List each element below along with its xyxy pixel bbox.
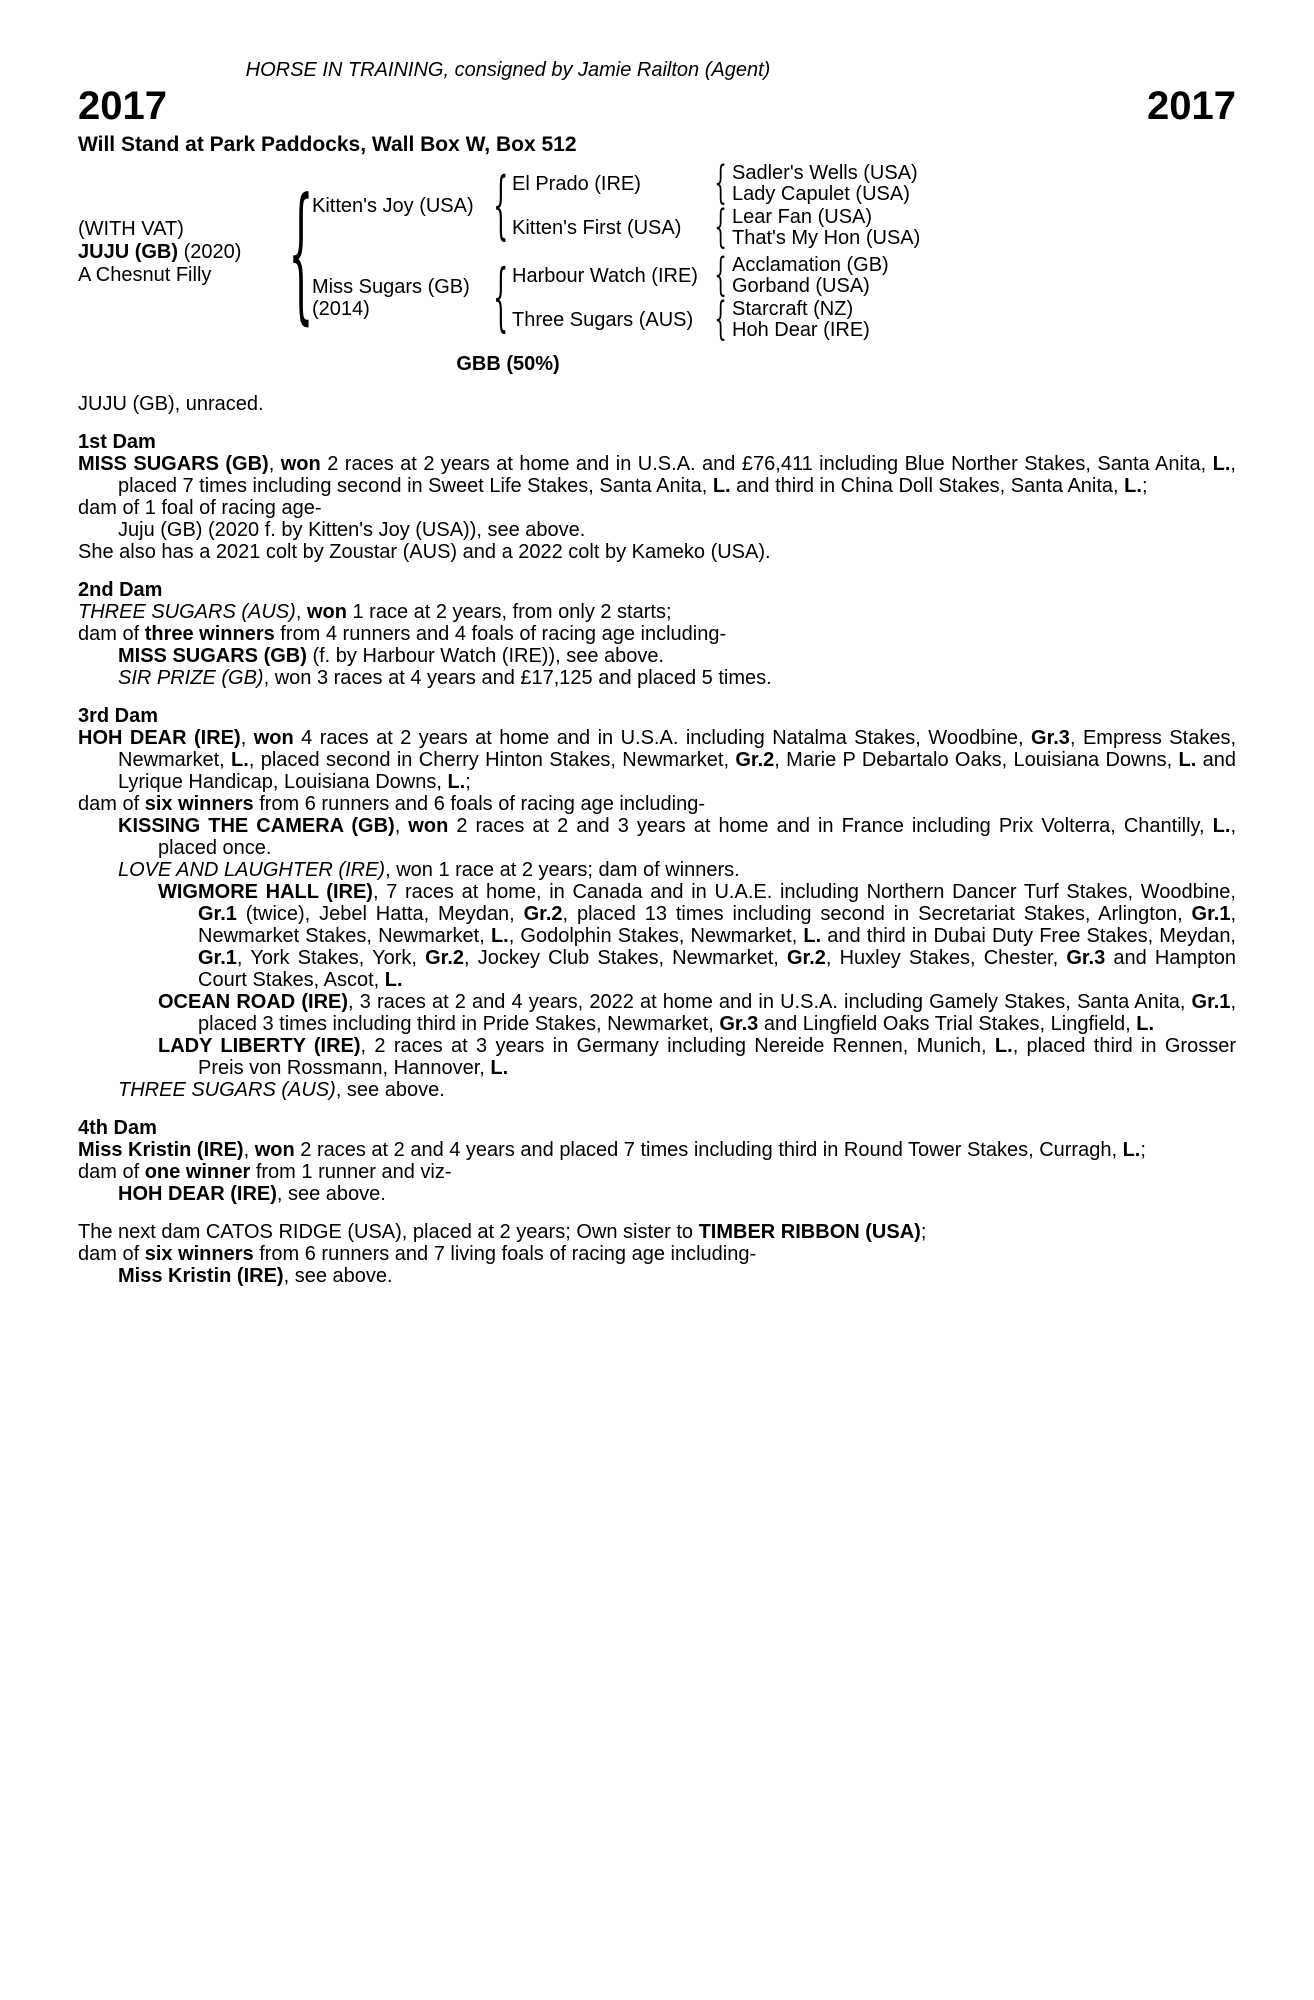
- text-run: , York Stakes, York,: [236, 947, 426, 969]
- text-run: , Empress Stakes, Newmarket,: [118, 727, 1237, 771]
- text-run: Miss Kristin (IRE): [78, 1139, 244, 1161]
- text-run: six winners: [144, 793, 254, 815]
- brace-icon: {: [288, 165, 314, 339]
- text-run: dam of: [78, 1243, 145, 1265]
- subject-name: JUJU (GB): [78, 240, 179, 263]
- dam3-produce-intro: [78, 793, 1236, 815]
- sire-parents-column: [512, 157, 921, 254]
- dam2-detail: [78, 601, 1236, 623]
- pedigree-gen1-column: [312, 157, 921, 346]
- brace-icon: {: [714, 249, 728, 302]
- subject-description: A Chesnut Filly: [78, 263, 212, 286]
- dam-heading: 4th Dam: [78, 1117, 157, 1139]
- text-run: from 4 runners and 4 foals of racing age including-: [274, 623, 727, 645]
- text-run: L.: [712, 475, 731, 497]
- text-run: , placed 13 times including second in Secretariat Stakes, Arlington,: [562, 903, 1192, 925]
- text-run: one winner: [144, 1161, 251, 1183]
- pedigree-gen3-pair: [732, 163, 918, 205]
- text-run: MISS SUGARS (GB): [118, 645, 307, 667]
- text-run: L.: [447, 771, 466, 793]
- text-run: JUJU (GB), unraced.: [78, 393, 264, 415]
- text-run: , see above.: [335, 1079, 445, 1101]
- stand-location-line: Will Stand at Park Paddocks, Wall Box W, Box 512: [78, 133, 577, 156]
- text-run: (twice), Jebel Hatta, Meydan,: [236, 903, 524, 925]
- pedigree-gen3-pair: [732, 299, 870, 341]
- text-run: from 1 runner and viz-: [250, 1161, 452, 1183]
- text-run: L.: [803, 925, 822, 947]
- text-run: Miss Kristin (IRE): [118, 1265, 284, 1287]
- text-run: six winners: [144, 1243, 254, 1265]
- text-run: HOH DEAR (IRE): [78, 727, 241, 749]
- dam1-produce-intro: [78, 497, 1236, 519]
- pedigree-row: [512, 293, 889, 346]
- text-run: and third in Dubai Duty Free Stakes, Meydan,: [821, 925, 1236, 947]
- brace-icon: {: [714, 293, 728, 346]
- dam-name: Miss Sugars (GB): [312, 276, 470, 298]
- text-run: She also has a 2021 colt by Zoustar (AUS) and a 2022 colt by Kameko (USA).: [78, 541, 771, 563]
- text-run: won: [254, 1139, 295, 1161]
- brace-icon: {: [493, 163, 509, 249]
- text-run: , won 1 race at 2 years; dam of winners.: [385, 859, 740, 881]
- text-run: , see above.: [283, 1265, 393, 1287]
- text-run: L.: [1124, 475, 1142, 497]
- pedigree-gen3-pair: [732, 207, 920, 249]
- sire-name: Kitten's Joy (USA): [312, 195, 474, 217]
- text-run: , placed 7 times including second in Sweet Life Stakes, Santa Anita,: [118, 453, 1236, 497]
- dam1-note: [78, 541, 1236, 563]
- text-run: Gr.1: [1191, 903, 1231, 925]
- text-run: Gr.1: [1191, 991, 1231, 1013]
- brace-icon: [710, 201, 732, 254]
- text-run: Gr.2: [735, 749, 775, 771]
- text-run: , see above.: [276, 1183, 386, 1205]
- text-run: , 2 races at 3 years in Germany including Nereide Rennen, Munich,: [360, 1035, 995, 1057]
- race-record: [78, 393, 1236, 415]
- text-run: HOH DEAR (IRE): [118, 1183, 277, 1205]
- text-run: , Godolphin Stakes, Newmarket,: [508, 925, 804, 947]
- second-dam-name: Three Sugars (AUS): [512, 308, 694, 331]
- gbb-eligibility-line: GBB (50%): [456, 353, 560, 375]
- pedigree-name: Lear Fan (USA): [732, 206, 873, 228]
- text-run: (f. by Harbour Watch (IRE)), see above.: [306, 645, 665, 667]
- text-run: MISS SUGARS (GB): [78, 453, 269, 475]
- text-run: ,: [268, 453, 281, 475]
- year-row: [78, 86, 1236, 126]
- text-run: L.: [1136, 1013, 1155, 1035]
- text-run: L.: [490, 1057, 509, 1079]
- text-run: KISSING THE CAMERA (GB): [118, 815, 395, 837]
- pedigree-row: [512, 201, 921, 254]
- text-run: dam of: [78, 623, 145, 645]
- text-run: ;: [1141, 475, 1148, 497]
- pedigree-name: Lady Capulet (USA): [732, 183, 910, 205]
- next-dam-produce-item: [78, 1265, 1236, 1287]
- pedigree-table: [78, 157, 948, 346]
- damsire-name: Harbour Watch (IRE): [512, 264, 698, 287]
- text-run: LADY LIBERTY (IRE): [158, 1035, 361, 1057]
- catalogue-page: [78, 0, 1236, 1287]
- pedigree-dam-row: [312, 249, 920, 346]
- pedigree-row: [512, 157, 920, 210]
- text-run: ,: [394, 815, 409, 837]
- vat-note: (WITH VAT): [78, 217, 184, 240]
- text-run: Gr.3: [1066, 947, 1106, 969]
- pedigree-name: Sadler's Wells (USA): [732, 162, 918, 184]
- text-run: , 7 races at home, in Canada and in U.A.E. including Northern Dancer Turf Stakes, Woodbine,: [372, 881, 1236, 903]
- text-run: ,: [240, 727, 254, 749]
- dam-parents-column: [512, 249, 889, 346]
- text-run: , Huxley Stakes, Chester,: [825, 947, 1067, 969]
- text-run: TIMBER RIBBON (USA): [698, 1221, 921, 1243]
- text-run: L.: [490, 925, 509, 947]
- text-run: Gr.2: [523, 903, 563, 925]
- dam3-detail: [78, 727, 1236, 793]
- text-run: L.: [1212, 453, 1231, 475]
- text-run: SIR PRIZE (GB): [118, 667, 264, 689]
- brace-icon: [490, 255, 512, 341]
- text-run: from 6 runners and 6 foals of racing age including-: [253, 793, 706, 815]
- text-run: WIGMORE HALL (IRE): [158, 881, 373, 903]
- dam3-produce-subitem: [78, 991, 1236, 1035]
- pedigree-row: [512, 249, 889, 302]
- text-run: , placed third in Grosser Preis von Rossmann, Hannover,: [198, 1035, 1236, 1079]
- text-run: L.: [994, 1035, 1013, 1057]
- brace-icon: {: [714, 157, 728, 210]
- text-run: THREE SUGARS (AUS): [118, 1079, 336, 1101]
- text-run: Gr.2: [787, 947, 826, 969]
- next-dam-detail: [78, 1221, 1236, 1243]
- text-run: ;: [1140, 1139, 1146, 1161]
- pedigree-name: That's My Hon (USA): [732, 227, 921, 249]
- text-run: , placed 3 times including third in Pride Stakes, Newmarket,: [198, 991, 1236, 1035]
- brace-icon: {: [714, 201, 728, 254]
- text-run: LOVE AND LAUGHTER (IRE): [118, 859, 386, 881]
- dam-heading: 1st Dam: [78, 431, 156, 453]
- brace-icon: [490, 163, 512, 249]
- brace-icon: {: [493, 255, 509, 341]
- pedigree-name: Acclamation (GB): [732, 254, 889, 276]
- grandsire-name: El Prado (IRE): [512, 172, 641, 195]
- text-run: OCEAN ROAD (IRE): [158, 991, 349, 1013]
- text-run: L.: [1212, 815, 1231, 837]
- text-run: and Hampton Court Stakes, Ascot,: [198, 947, 1237, 991]
- pedigree-gen3-pair: [732, 255, 889, 297]
- year-left: 2017: [78, 84, 167, 128]
- text-run: , Jockey Club Stakes, Newmarket,: [464, 947, 787, 969]
- text-run: from 6 runners and 7 living foals of racing age including-: [253, 1243, 757, 1265]
- text-run: Gr.3: [719, 1013, 759, 1035]
- text-run: dam of 1 foal of racing age-: [78, 497, 322, 519]
- text-run: dam of: [78, 793, 145, 815]
- dam4-produce-item: [78, 1183, 1236, 1205]
- text-run: L.: [384, 969, 403, 991]
- dam-heading: 3rd Dam: [78, 705, 159, 727]
- pedigree-name: Gorband (USA): [732, 275, 870, 297]
- text-run: Gr.2: [425, 947, 465, 969]
- text-run: , Newmarket Stakes, Newmarket,: [198, 903, 1237, 947]
- text-run: and Lyrique Handicap, Louisiana Downs,: [118, 749, 1237, 793]
- dam1-detail: [78, 453, 1236, 497]
- text-run: three winners: [144, 623, 275, 645]
- dam3-produce-item: [78, 815, 1236, 859]
- sire-name-cell: [312, 195, 490, 217]
- dam3-produce-item: [78, 1079, 1236, 1101]
- text-run: 2 races at 2 and 3 years at home and in France including Prix Volterra, Chantilly,: [448, 815, 1213, 837]
- brace-icon: [710, 157, 732, 210]
- text-run: , placed second in Cherry Hinton Stakes, Newmarket,: [248, 749, 736, 771]
- subject-name-line: [78, 241, 290, 264]
- text-run: ,: [243, 1139, 255, 1161]
- text-run: dam of: [78, 1161, 145, 1183]
- dam-name-extra: (2014): [312, 298, 370, 320]
- text-run: , won 3 races at 4 years and £17,125 and placed 5 times.: [263, 667, 772, 689]
- text-run: , Marie P Debartalo Oaks, Louisiana Downs,: [774, 749, 1179, 771]
- text-run: Juju (GB) (2020 f. by Kitten's Joy (USA)), see above.: [118, 519, 586, 541]
- text-run: , 3 races at 2 and 4 years, 2022 at home and in U.S.A. including Gamely Stakes, Santa Anita,: [348, 991, 1192, 1013]
- dam4-produce-intro: [78, 1161, 1236, 1183]
- dam2-produce-item: [78, 667, 1236, 689]
- dam2-produce-intro: [78, 623, 1236, 645]
- dam3-produce-item: [78, 859, 1236, 881]
- pedigree-name: Starcraft (NZ): [732, 298, 854, 320]
- text-run: and Lingfield Oaks Trial Stakes, Lingfield,: [758, 1013, 1137, 1035]
- text-run: L.: [231, 749, 249, 771]
- dam3-produce-subitem: [78, 881, 1236, 991]
- dam-name-cell: [312, 276, 490, 320]
- grandam-name: Kitten's First (USA): [512, 216, 682, 239]
- text-run: 2 races at 2 and 4 years and placed 7 times including third in Round Tower Stakes, Curragh,: [294, 1139, 1123, 1161]
- text-run: L.: [1178, 749, 1197, 771]
- text-run: won: [280, 453, 321, 475]
- text-run: ;: [465, 771, 471, 793]
- text-run: 4 races at 2 years at home and in U.S.A. including Natalma Stakes, Woodbine,: [293, 727, 1032, 749]
- next-dam-produce-intro: [78, 1243, 1236, 1265]
- dam4-detail: [78, 1139, 1236, 1161]
- text-run: L.: [1122, 1139, 1141, 1161]
- text-run: Gr.1: [198, 903, 237, 925]
- pedigree-sire-row: [312, 157, 921, 254]
- text-run: Gr.3: [1031, 727, 1070, 749]
- dam3-produce-subitem: [78, 1035, 1236, 1079]
- subject-block: [78, 218, 290, 287]
- brace-icon: [710, 293, 732, 346]
- subject-year: (2020): [183, 240, 242, 263]
- text-run: won: [253, 727, 294, 749]
- dam-heading: 2nd Dam: [78, 579, 163, 601]
- text-run: THREE SUGARS (AUS): [78, 601, 296, 623]
- text-run: The next dam CATOS RIDGE (USA), placed at 2 years; Own sister to: [78, 1221, 699, 1243]
- text-run: 1 race at 2 years, from only 2 starts;: [346, 601, 672, 623]
- text-run: 2 races at 2 years at home and in U.S.A. and £76,411 including Blue Norther Stakes, Santa Anita,: [320, 453, 1213, 475]
- text-run: won: [408, 815, 449, 837]
- brace-icon: [288, 165, 314, 339]
- dam1-produce-item: [78, 519, 1236, 541]
- consignor-line: HORSE IN TRAINING, consigned by Jamie Railton (Agent): [245, 59, 771, 81]
- year-right: 2017: [1147, 84, 1236, 128]
- catalogue-body: [78, 393, 1236, 1287]
- pedigree-name: Hoh Dear (IRE): [732, 319, 870, 341]
- text-run: won: [306, 601, 347, 623]
- text-run: , placed once.: [158, 815, 1236, 859]
- dam2-produce-item: [78, 645, 1236, 667]
- text-run: Gr.1: [198, 947, 237, 969]
- text-run: ,: [295, 601, 307, 623]
- brace-icon: [710, 249, 732, 302]
- text-run: ;: [920, 1221, 927, 1243]
- text-run: and third in China Doll Stakes, Santa Anita,: [730, 475, 1125, 497]
